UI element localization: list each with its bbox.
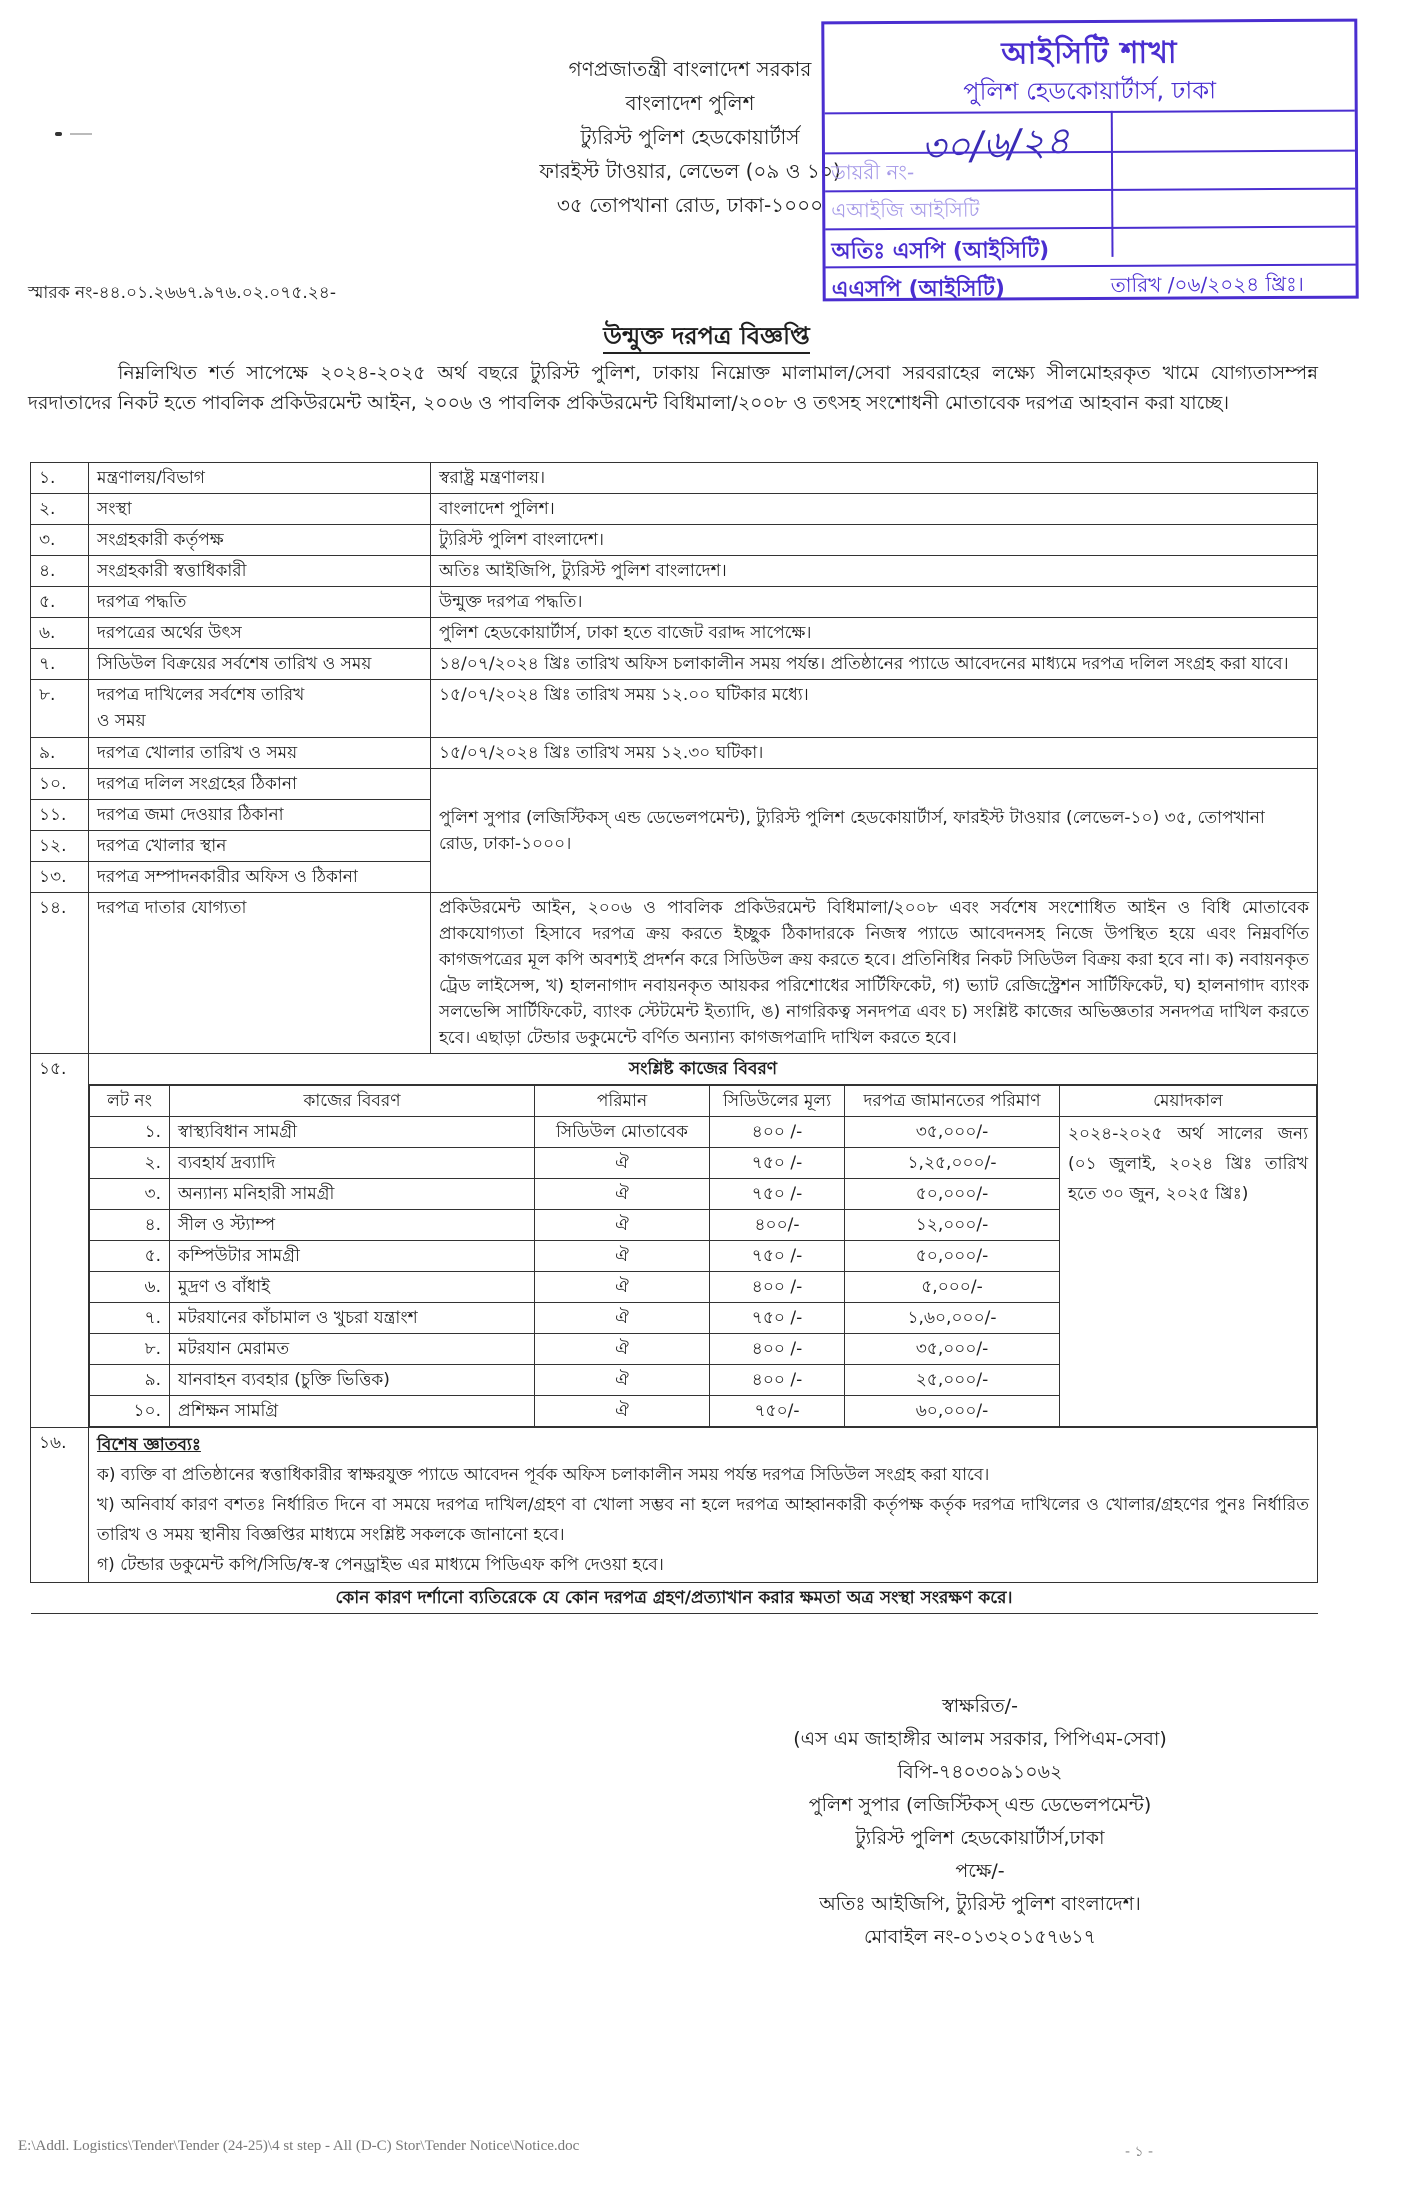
row-number: ৩. bbox=[31, 525, 89, 556]
table-row bbox=[31, 680, 1318, 738]
lot-description: ব্যবহার্য দ্রব্যাদি bbox=[170, 1148, 535, 1179]
lot-number: ১০. bbox=[90, 1396, 170, 1427]
lot-price: ৪০০ /- bbox=[710, 1365, 845, 1396]
signatory-bp-number: বিপি-৭৪০৩০৯১০৬২ bbox=[897, 1761, 1063, 1783]
col-header-duration: মেয়াদকাল bbox=[1060, 1086, 1317, 1117]
col-header-quantity: পরিমান bbox=[535, 1086, 710, 1117]
lot-security: ৩৫,০০০/- bbox=[845, 1117, 1060, 1148]
signature-line: স্বাক্ষরিত/- bbox=[942, 1695, 1018, 1717]
lot-security: ১,৬০,০০০/- bbox=[845, 1303, 1060, 1334]
table-row bbox=[31, 556, 1318, 587]
lot-security: ৩৫,০০০/- bbox=[845, 1334, 1060, 1365]
lot-number: ৫. bbox=[90, 1241, 170, 1272]
stamp-subtitle: পুলিশ হেডকোয়ার্টার্স, ঢাকা bbox=[963, 76, 1217, 106]
row-value: স্বরাষ্ট্র মন্ত্রণালয়। bbox=[431, 463, 1318, 494]
lot-description: মটরযানের কাঁচামাল ও খুচরা যন্ত্রাংশ bbox=[170, 1303, 535, 1334]
stamp-row bbox=[825, 110, 1355, 151]
row-number: ৮. bbox=[31, 680, 89, 738]
row-number: ১৪. bbox=[31, 893, 89, 1054]
table-row bbox=[31, 649, 1318, 680]
lot-description: মুদ্রণ ও বাঁধাই bbox=[170, 1272, 535, 1303]
lot-quantity: ঐ bbox=[535, 1179, 710, 1210]
lot-quantity: ঐ bbox=[535, 1210, 710, 1241]
signature-on-behalf: পক্ষে/- bbox=[955, 1860, 1005, 1882]
lot-price: ৭৫০/- bbox=[710, 1396, 845, 1427]
lot-security: ৫০,০০০/- bbox=[845, 1241, 1060, 1272]
lot-quantity: ঐ bbox=[535, 1396, 710, 1427]
lot-price: ৪০০ /- bbox=[710, 1334, 845, 1365]
col-header-security: দরপত্র জামানতের পরিমাণ bbox=[845, 1086, 1060, 1117]
tender-info-table bbox=[30, 462, 1318, 1614]
stamp-diary-label: ডায়রী নং- bbox=[830, 159, 915, 185]
lot-quantity: ঐ bbox=[535, 1365, 710, 1396]
row-label: দরপত্র সম্পাদনকারীর অফিস ও ঠিকানা bbox=[89, 862, 431, 893]
table-row-closing bbox=[31, 1583, 1318, 1614]
lot-price: ৪০০ /- bbox=[710, 1117, 845, 1148]
page-title bbox=[0, 318, 1413, 358]
row-label: সিডিউল বিক্রয়ের সর্বশেষ তারিখ ও সময় bbox=[89, 649, 431, 680]
lots-header-row bbox=[90, 1086, 1317, 1117]
lot-price: ৪০০ /- bbox=[710, 1272, 845, 1303]
row-number: ২. bbox=[31, 494, 89, 525]
row-number: ৬. bbox=[31, 618, 89, 649]
signature-block bbox=[700, 1690, 1260, 1954]
lot-security: ১২,০০০/- bbox=[845, 1210, 1060, 1241]
lot-quantity: সিডিউল মোতাবেক bbox=[535, 1117, 710, 1148]
lot-security: ২৫,০০০/- bbox=[845, 1365, 1060, 1396]
lots-section-title: সংশ্লিষ্ট কাজের বিবরণ bbox=[89, 1054, 1317, 1085]
signatory-designation: পুলিশ সুপার (লজিস্টিকস্ এন্ড ডেভেলপমেন্ট) bbox=[808, 1794, 1152, 1816]
stamp-row bbox=[826, 264, 1356, 305]
row-label: দরপত্র জমা দেওয়ার ঠিকানা bbox=[89, 800, 431, 831]
row-value: প্রকিউরমেন্ট আইন, ২০০৬ ও পাবলিক প্রকিউরমেন্ট বিধিমালা/২০০৮ এবং সর্বশেষ সংশোধিত আইন ও বিধি মোতাবেক প্রাকযোগ্যতা হিসাবে দরপত্র ক্রয় করতে ইচ্ছুক ঠিকাদারকে নিজস্ব প্যাডে আবেদনসহ নিজে উপস্থিত হয়ে এবং নিম্নবর্ণিত কাগজপত্রের মূল কপি অবশ্যই প্রদর্শন করে সিডিউল ক্রয় করতে হবে। প্রতিনিধির নিকট সিডিউল বিক্রয় করা হবে না। ক) নবায়নকৃত ট্রেড লাইসেন্স, খ) হালনাগাদ নবায়নকৃত আয়কর পরিশোধের সার্টিফিকেট, গ) ভ্যাট রেজিস্ট্রেশন সার্টিফিকেট, ঘ) হালনাগাদ ব্যাংক সলভেন্সি সার্টিফিকেট, ব্যাংক স্টেটমেন্ট ইত্যাদি, ঙ) নাগরিকত্ব সনদপত্র এবং চ) সংশ্লিষ্ট কাজের অভিজ্ঞতার সনদপত্র দাখিল করতে হবে। এছাড়া টেন্ডার ডকুমেন্টে বর্ণিত অন্যান্য কাগজপত্রাদি দাখিল করতে হবে। bbox=[431, 893, 1318, 1054]
lot-number: ৩. bbox=[90, 1179, 170, 1210]
signatory-office: ট্যুরিস্ট পুলিশ হেডকোয়ার্টার্স,ঢাকা bbox=[855, 1827, 1105, 1849]
stamp-title: আইসিটি শাখা bbox=[1001, 35, 1178, 72]
lot-row bbox=[90, 1117, 1317, 1148]
scan-mark bbox=[70, 133, 92, 135]
address-value: পুলিশ সুপার (লজিস্টিকস্ এন্ড ডেভেলপমেন্ট), ট্যুরিস্ট পুলিশ হেডকোয়ার্টার্স, ফারইস্ট টাওয়ার (লেভেল-১০) ৩৫, তোপখানা রোড, ঢাকা-১০০০। bbox=[431, 769, 1318, 893]
row-value: অতিঃ আইজিপি, ট্যুরিস্ট পুলিশ বাংলাদেশ। bbox=[431, 556, 1318, 587]
table-row-lots bbox=[31, 1054, 1318, 1428]
row-number: ১০. bbox=[31, 769, 89, 800]
lot-number: ৮. bbox=[90, 1334, 170, 1365]
letterhead-line: ৩৫ তোপখানা রোড, ঢাকা-১০০০ bbox=[556, 193, 824, 217]
row-value: ১৫/০৭/২০২৪ খ্রিঃ তারিখ সময় ১২.৩০ ঘটিকা। bbox=[431, 738, 1318, 769]
row-number: ৫. bbox=[31, 587, 89, 618]
lot-duration: ২০২৪-২০২৫ অর্থ সালের জন্য (০১ জুলাই, ২০২৪ খ্রিঃ তারিখ হতে ৩০ জুন, ২০২৫ খ্রিঃ) bbox=[1060, 1117, 1317, 1427]
lot-price: ৪০০/- bbox=[710, 1210, 845, 1241]
col-header-schedule-price: সিডিউলের মূল্য bbox=[710, 1086, 845, 1117]
table-row bbox=[31, 463, 1318, 494]
lot-description: অন্যান্য মনিহারী সামগ্রী bbox=[170, 1179, 535, 1210]
row-label: দরপত্র খোলার স্থান bbox=[89, 831, 431, 862]
lot-price: ৭৫০ /- bbox=[710, 1179, 845, 1210]
stamp-row bbox=[825, 188, 1355, 229]
row-label: দরপত্র দাতার যোগ্যতা bbox=[89, 893, 431, 1054]
notes-cell bbox=[89, 1428, 1318, 1583]
lot-security: ১,২৫,০০০/- bbox=[845, 1148, 1060, 1179]
lot-number: ২. bbox=[90, 1148, 170, 1179]
lot-quantity: ঐ bbox=[535, 1303, 710, 1334]
row-value: ট্যুরিস্ট পুলিশ বাংলাদেশ। bbox=[431, 525, 1318, 556]
row-value: বাংলাদেশ পুলিশ। bbox=[431, 494, 1318, 525]
col-header-description: কাজের বিবরণ bbox=[170, 1086, 535, 1117]
table-row bbox=[31, 587, 1318, 618]
table-row bbox=[31, 525, 1318, 556]
stamp-handwritten-date: ৩০/৬/২৪ bbox=[919, 118, 1071, 171]
lot-description: কম্পিউটার সামগ্রী bbox=[170, 1241, 535, 1272]
letterhead-line: বাংলাদেশ পুলিশ bbox=[625, 91, 755, 115]
row-number: ১৬. bbox=[31, 1428, 89, 1583]
row-label: সংস্থা bbox=[89, 494, 431, 525]
intro-paragraph: নিম্নলিখিত শর্ত সাপেক্ষে ২০২৪-২০২৫ অর্থ বছরে ট্যুরিস্ট পুলিশ, ঢাকায় নিম্নোক্ত মালামাল/সেবা সরবরাহের লক্ষ্যে সীলমোহরকৃত খামে যোগ্যতাসম্পন্ন দরদাতাদের নিকট হতে পাবলিক প্রকিউরমেন্ট আইন, ২০০৬ ও পাবলিক প্রকিউরমেন্ট বিধিমালা/২০০৮ ও তৎসহ সংশোধনী মোতাবেক দরপত্র আহবান করা যাচ্ছে। bbox=[28, 362, 1318, 414]
note-item: গ) টেন্ডার ডকুমেন্ট কপি/সিডি/স্ব-স্ব পেনড্রাইভ এর মাধ্যমে পিডিএফ কপি দেওয়া হবে। bbox=[97, 1555, 664, 1575]
table-row bbox=[31, 893, 1318, 1054]
row-number: ৯. bbox=[31, 738, 89, 769]
note-item: খ) অনিবার্য কারণ বশতঃ নির্ধারিত দিনে বা সময়ে দরপত্র দাখিল/গ্রহণ বা খোলা সম্ভব না হলে দরপত্র আহ্বানকারী কর্তৃপক্ষ কর্তৃক দরপত্র দাখিলের ও খোলার/গ্রহণের পুনঃ নির্ধারিত তারিখ ও সময় স্থানীয় বিজ্ঞপ্তির মাধ্যমে সংশ্লিষ্ট সকলকে জানানো হবে। bbox=[97, 1495, 1309, 1545]
table-row bbox=[31, 618, 1318, 649]
row-number: ৪. bbox=[31, 556, 89, 587]
stamp-row bbox=[825, 226, 1355, 267]
notes-heading: বিশেষ জ্ঞাতব্যঃ bbox=[97, 1435, 201, 1455]
lot-description: যানবাহন ব্যবহার (চুক্তি ভিত্তিক) bbox=[170, 1365, 535, 1396]
row-label: সংগ্রহকারী কর্তৃপক্ষ bbox=[89, 525, 431, 556]
row-label: দরপত্র দাখিলের সর্বশেষ তারিখ ও সময় bbox=[89, 680, 431, 738]
row-number: ১৩. bbox=[31, 862, 89, 893]
lot-description: স্বাস্থ্যবিধান সামগ্রী bbox=[170, 1117, 535, 1148]
lot-number: ৯. bbox=[90, 1365, 170, 1396]
table-row bbox=[31, 769, 1318, 800]
row-value: ১৫/০৭/২০২৪ খ্রিঃ তারিখ সময় ১২.০০ ঘটিকার মধ্যে। bbox=[431, 680, 1318, 738]
row-value: উন্মুক্ত দরপত্র পদ্ধতি। bbox=[431, 587, 1318, 618]
letterhead-line: ট্যুরিস্ট পুলিশ হেডকোয়ার্টার্স bbox=[580, 125, 800, 149]
letterhead-line: ফারইস্ট টাওয়ার, লেভেল (০৯ ও ১০) bbox=[539, 159, 841, 183]
row-value: পুলিশ হেডকোয়ার্টার্স, ঢাকা হতে বাজেট বরাদ্দ সাপেক্ষে। bbox=[431, 618, 1318, 649]
row-label: দরপত্রের অর্থের উৎস bbox=[89, 618, 431, 649]
stamp-date: তারিখ /০৬/২০২৪ খ্রিঃ। bbox=[1110, 271, 1304, 297]
file-path-footer: E:\Addl. Logistics\Tender\Tender (24-25)\4 st step - All (D-C) Stor\Tender Notice\Notice.doc bbox=[18, 2138, 580, 2154]
scan-mark bbox=[55, 132, 62, 136]
row-number: ১. bbox=[31, 463, 89, 494]
lot-price: ৭৫০ /- bbox=[710, 1303, 845, 1334]
lot-number: ৭. bbox=[90, 1303, 170, 1334]
title-text: উন্মুক্ত দরপত্র বিজ্ঞপ্তি bbox=[603, 322, 809, 354]
stamp-row bbox=[825, 150, 1355, 191]
row-label: মন্ত্রণালয়/বিভাগ bbox=[89, 463, 431, 494]
lot-quantity: ঐ bbox=[535, 1272, 710, 1303]
row-label: দরপত্র দলিল সংগ্রহের ঠিকানা bbox=[89, 769, 431, 800]
row-number: ১৫. bbox=[31, 1054, 89, 1428]
lot-quantity: ঐ bbox=[535, 1148, 710, 1179]
receipt-stamp bbox=[821, 19, 1358, 302]
signatory-name: (এস এম জাহাঙ্গীর আলম সরকার, পিপিএম-সেবা) bbox=[793, 1728, 1167, 1750]
row-number: ৭. bbox=[31, 649, 89, 680]
row-label: দরপত্র খোলার তারিখ ও সময় bbox=[89, 738, 431, 769]
table-row-notes bbox=[31, 1428, 1318, 1583]
row-label: সংগ্রহকারী স্বত্তাধিকারী bbox=[89, 556, 431, 587]
lot-price: ৭৫০ /- bbox=[710, 1241, 845, 1272]
lot-number: ১. bbox=[90, 1117, 170, 1148]
table-row bbox=[31, 494, 1318, 525]
stamp-asp-label: এএসপি (আইসিটি) bbox=[831, 276, 1005, 303]
lots-table bbox=[89, 1085, 1317, 1427]
lot-description: মটরযান মেরামত bbox=[170, 1334, 535, 1365]
letterhead-line: গণপ্রজাতন্ত্রী বাংলাদেশ সরকার bbox=[568, 57, 812, 81]
lot-description: সীল ও স্ট্যাম্প bbox=[170, 1210, 535, 1241]
signatory-mobile: মোবাইল নং-০১৩২০১৫৭৬১৭ bbox=[863, 1926, 1097, 1948]
lot-quantity: ঐ bbox=[535, 1334, 710, 1365]
row-value: ১৪/০৭/২০২৪ খ্রিঃ তারিখ অফিস চলাকালীন সময় পর্যন্ত। প্রতিষ্ঠানের প্যাডে আবেদনের মাধ্যমে দরপত্র দলিল সংগ্রহ করা যাবে। bbox=[431, 649, 1318, 680]
signature-authority: অতিঃ আইজিপি, ট্যুরিস্ট পুলিশ বাংলাদেশ। bbox=[819, 1893, 1141, 1915]
page-number: - ১ - bbox=[1125, 2144, 1154, 2160]
memo-reference: স্মারক নং-৪৪.০১.২৬৬৭.৯৭৬.০২.০৭৫.২৪- bbox=[28, 283, 336, 303]
table-row bbox=[31, 738, 1318, 769]
lot-price: ৭৫০ /- bbox=[710, 1148, 845, 1179]
stamp-addl-sp-label: অতিঃ এসপি (আইসিটি) bbox=[831, 238, 1050, 265]
row-number: ১১. bbox=[31, 800, 89, 831]
lot-security: ৬০,০০০/- bbox=[845, 1396, 1060, 1427]
lot-security: ৫,০০০/- bbox=[845, 1272, 1060, 1303]
stamp-aig-label: এআইজি আইসিটি bbox=[831, 197, 980, 223]
lot-description: প্রশিক্ষন সামগ্রি bbox=[170, 1396, 535, 1427]
lot-number: ৪. bbox=[90, 1210, 170, 1241]
row-label: দরপত্র পদ্ধতি bbox=[89, 587, 431, 618]
lot-number: ৬. bbox=[90, 1272, 170, 1303]
col-header-lot-no: লট নং bbox=[90, 1086, 170, 1117]
row-number: ১২. bbox=[31, 831, 89, 862]
closing-statement: কোন কারণ দর্শানো ব্যতিরেকে যে কোন দরপত্র গ্রহণ/প্রত্যাখান করার ক্ষমতা অত্র সংস্থা সংরক্ষণ করে। bbox=[31, 1583, 1318, 1614]
lots-cell bbox=[89, 1054, 1318, 1428]
note-item: ক) ব্যক্তি বা প্রতিষ্ঠানের স্বত্তাধিকারীর স্বাক্ষরযুক্ত প্যাডে আবেদন পূর্বক অফিস চলাকালীন সময় পর্যন্ত দরপত্র সিডিউল সংগ্রহ করা যাবে। bbox=[97, 1465, 990, 1485]
lot-quantity: ঐ bbox=[535, 1241, 710, 1272]
lot-security: ৫০,০০০/- bbox=[845, 1179, 1060, 1210]
